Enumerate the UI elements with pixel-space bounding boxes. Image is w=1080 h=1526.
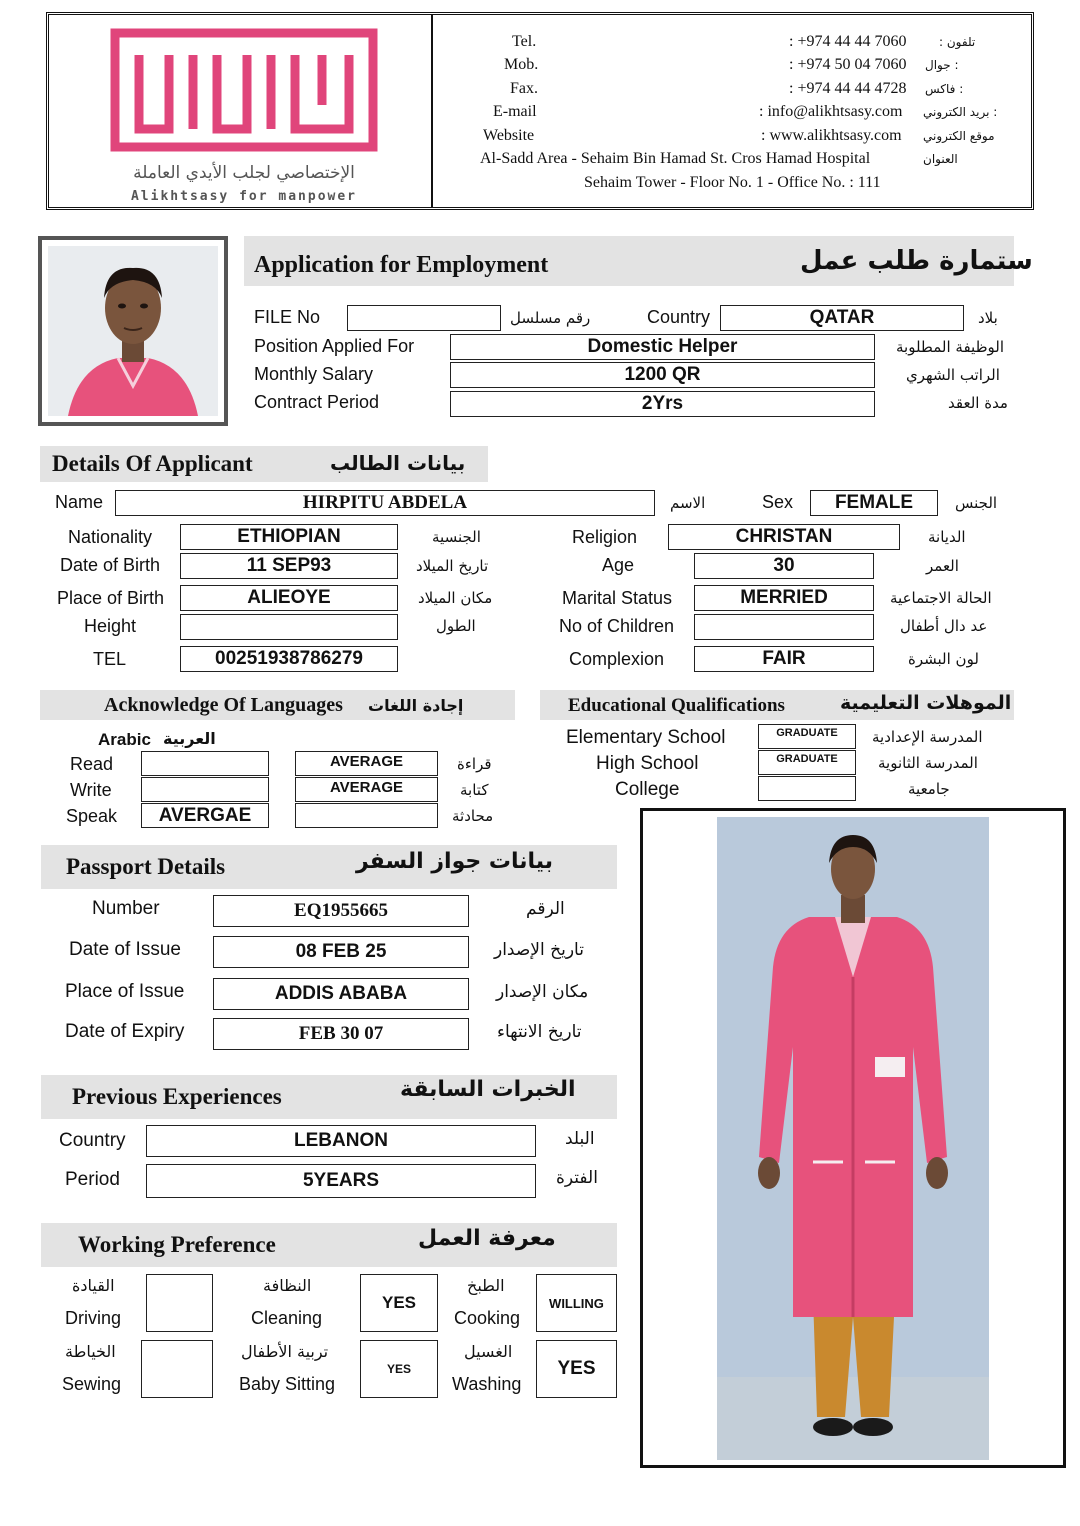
dob-field[interactable]: 11 SEP93 (180, 553, 398, 579)
highschool-label: High School (596, 753, 699, 774)
religion-field[interactable]: CHRISTAN (668, 524, 900, 550)
complexion-label: Complexion (569, 649, 665, 669)
tel-field[interactable]: 00251938786279 (180, 646, 398, 672)
pob-label: Place of Birth (57, 588, 165, 608)
passport-number-label: Number (92, 898, 160, 919)
arabic-label: Arabic (98, 730, 151, 749)
passport-title-arabic: بيانات جواز السفر (356, 849, 554, 874)
contract-label: Contract Period (254, 392, 380, 412)
contact-website-arabic: موقع الكتروني (923, 129, 995, 143)
file-no-arabic: رقم مسلسل (510, 309, 591, 327)
speak-english-field[interactable] (295, 803, 438, 828)
read-arabic: قراءة (457, 755, 492, 773)
contract-arabic: مدة العقد (948, 394, 1008, 412)
contract-field[interactable]: 2Yrs (450, 391, 875, 417)
contact-tel-value: : +974 44 44 7060 (789, 33, 907, 50)
dob-arabic: تاريخ الميلاد (416, 557, 489, 575)
college-label: College (615, 779, 680, 800)
speak-arabic-field[interactable]: AVERGAE (141, 803, 269, 828)
position-arabic: الوظيفة المطلوبة (896, 338, 1004, 356)
experience-title: Previous Experiences (72, 1084, 282, 1109)
experience-country-label: Country (59, 1130, 126, 1151)
driving-label: Driving (65, 1308, 122, 1328)
contact-mob-value: : +974 50 04 7060 (789, 56, 907, 73)
religion-arabic: الديانة (928, 528, 966, 546)
application-title: Application for Employment (254, 252, 549, 278)
write-arabic: كتابة (460, 781, 489, 799)
passport-title: Passport Details (66, 854, 226, 879)
file-no-field[interactable] (347, 305, 501, 331)
experience-country-field[interactable]: LEBANON (146, 1125, 536, 1157)
tel-label: TEL (93, 649, 127, 669)
pob-arabic: مكان الميلاد (418, 589, 493, 607)
letterhead (46, 12, 1034, 210)
cooking-label: Cooking (454, 1308, 521, 1328)
cooking-arabic: الطبخ (467, 1276, 505, 1295)
cleaning-arabic: النظافة (263, 1276, 312, 1295)
children-field[interactable] (694, 614, 874, 640)
passport-number-field[interactable]: EQ1955665 (213, 895, 469, 927)
name-label: Name (55, 492, 104, 512)
contact-website-label: Website (483, 127, 535, 144)
babysitting-arabic: تربية الأطفال (241, 1342, 329, 1361)
file-no-label: FILE No (254, 307, 321, 327)
experience-period-label: Period (65, 1169, 120, 1190)
sex-arabic: الجنس (955, 494, 998, 512)
babysitting-field[interactable]: YES (360, 1340, 438, 1398)
contact-email-arabic: : بريد الكتروني (923, 105, 998, 119)
contact-website-value: : www.alikhtsasy.com (761, 127, 902, 144)
arabic-label-arabic: العربية (163, 729, 216, 748)
salary-arabic: الراتب الشهري (906, 366, 1000, 384)
working-title: Working Preference (78, 1232, 276, 1257)
passport-issue-place-arabic: مكان الإصدار (496, 982, 589, 1002)
letterhead-divider (431, 15, 433, 207)
contact-tel-label: Tel. (512, 33, 537, 50)
complexion-field[interactable]: FAIR (694, 646, 874, 672)
children-arabic: عد دال أطفال (900, 617, 988, 635)
position-label: Position Applied For (254, 336, 415, 356)
washing-arabic: الغسيل (464, 1342, 513, 1361)
sewing-arabic: الخياطة (65, 1342, 116, 1361)
sex-field[interactable]: FEMALE (810, 490, 938, 516)
portrait-photo-frame (38, 236, 228, 426)
read-label: Read (70, 754, 114, 774)
education-title-arabic: الموهلات التعليمية (840, 692, 1012, 714)
applicant-title-arabic: بيانات الطالب (330, 451, 466, 475)
passport-issue-place-label: Place of Issue (65, 981, 185, 1002)
logo-arabic-text: الإختصاصي لجلب الأيدي العاملة (133, 163, 355, 183)
sewing-label: Sewing (62, 1374, 122, 1394)
pob-field[interactable]: ALIEOYE (180, 585, 398, 611)
passport-expiry-label: Date of Expiry (65, 1021, 185, 1042)
experience-title-arabic: الخبرات السابقة (400, 1077, 576, 1102)
address-arabic-label: العنوان (923, 152, 958, 166)
name-arabic: الاسم (670, 494, 706, 512)
experience-period-arabic: الفترة (556, 1168, 598, 1188)
passport-issue-date-field[interactable]: 08 FEB 25 (213, 936, 469, 968)
passport-number-arabic: الرقم (526, 899, 565, 919)
highschool-arabic: المدرسة الثانوية (878, 754, 978, 772)
contact-mob-arabic: : جوال (925, 58, 959, 72)
driving-arabic: القيادة (72, 1276, 115, 1295)
languages-title: Acknowledge Of Languages (104, 694, 343, 716)
country-arabic: بلاد (978, 309, 998, 327)
contact-mob-label: Mob. (504, 56, 539, 73)
logo-mark (109, 25, 379, 155)
address-line-1: Al-Sadd Area - Sehaim Bin Hamad St. Cros Hamad Hospital (480, 150, 871, 167)
write-english-field[interactable]: AVERAGE (295, 777, 438, 802)
passport-issue-date-label: Date of Issue (69, 939, 181, 960)
full-body-photo-frame (640, 808, 1066, 1468)
country-label: Country (647, 307, 711, 327)
position-field[interactable]: Domestic Helper (450, 334, 875, 360)
passport-issue-date-arabic: تاريخ الإصدار (494, 940, 584, 960)
nationality-field[interactable]: ETHIOPIAN (180, 524, 398, 550)
company-logo (109, 25, 379, 205)
read-arabic-field[interactable] (141, 751, 269, 776)
highschool-field[interactable]: GRADUATE (758, 750, 856, 775)
age-arabic: العمر (926, 557, 959, 575)
contact-fax-arabic: : فاكس (925, 82, 964, 96)
speak-label: Speak (66, 806, 118, 826)
application-title-arabic: ستمارة طلب عمل (800, 246, 1033, 276)
age-field[interactable]: 30 (694, 553, 874, 579)
passport-issue-place-field[interactable]: ADDIS ABABA (213, 978, 469, 1010)
logo-english-text: Alikhtsasy for manpower (130, 189, 357, 204)
college-arabic: جامعية (908, 780, 950, 798)
driving-field[interactable] (146, 1274, 213, 1332)
elementary-field[interactable]: GRADUATE (758, 724, 856, 749)
contact-email-label: E-mail (493, 103, 537, 120)
applicant-title: Details Of Applicant (52, 451, 253, 476)
country-field[interactable]: QATAR (720, 305, 964, 331)
sewing-field[interactable] (141, 1340, 213, 1398)
dob-label: Date of Birth (60, 555, 161, 575)
washing-field[interactable]: YES (536, 1340, 617, 1398)
contact-email-value: : info@alikhtsasy.com (759, 103, 903, 120)
contact-tel-arabic: تلفون : (939, 35, 976, 49)
marital-label: Marital Status (562, 588, 673, 608)
address-line-2: Sehaim Tower - Floor No. 1 - Office No. : 111 (584, 174, 881, 191)
speak-arabic: محادثة (452, 807, 494, 825)
read-english-field[interactable]: AVERAGE (295, 751, 438, 776)
contact-fax-value: : +974 44 44 4728 (789, 80, 907, 97)
cooking-field[interactable]: WILLING (536, 1274, 617, 1332)
marital-field[interactable]: MERRIED (694, 585, 874, 611)
portrait-photo (48, 246, 218, 416)
write-arabic-field[interactable] (141, 777, 269, 802)
elementary-label: Elementary School (566, 727, 726, 748)
experience-period-field[interactable]: 5YEARS (146, 1164, 536, 1198)
sex-label: Sex (762, 492, 794, 512)
full-body-photo (717, 817, 989, 1460)
write-label: Write (70, 780, 112, 800)
religion-label: Religion (572, 527, 638, 547)
passport-expiry-field[interactable]: FEB 30 07 (213, 1018, 469, 1050)
working-title-arabic: معرفة العمل (418, 1226, 556, 1251)
salary-label: Monthly Salary (254, 364, 374, 384)
nationality-label: Nationality (68, 527, 153, 547)
height-field[interactable] (180, 614, 398, 640)
complexion-arabic: لون البشرة (908, 650, 979, 668)
languages-title-arabic: إجادة اللغات (368, 696, 464, 715)
passport-expiry-arabic: تاريخ الانتهاء (497, 1022, 582, 1042)
children-label: No of Children (559, 616, 675, 636)
salary-field[interactable]: 1200 QR (450, 362, 875, 388)
name-field[interactable]: HIRPITU ABDELA (115, 490, 655, 516)
cleaning-field[interactable]: YES (360, 1274, 438, 1332)
college-field[interactable] (758, 776, 856, 801)
experience-country-arabic: البلد (565, 1129, 595, 1149)
nationality-arabic: الجنسية (432, 528, 481, 546)
babysitting-label: Baby Sitting (239, 1374, 336, 1394)
height-label: Height (84, 616, 137, 636)
cleaning-label: Cleaning (251, 1308, 323, 1328)
washing-label: Washing (452, 1374, 522, 1394)
height-arabic: الطول (436, 617, 476, 635)
education-title: Educational Qualifications (568, 695, 785, 716)
contact-fax-label: Fax. (510, 80, 538, 97)
marital-arabic: الحالة الاجتماعية (890, 589, 992, 607)
elementary-arabic: المدرسة الإعدادية (872, 728, 983, 746)
age-label: Age (602, 555, 635, 575)
